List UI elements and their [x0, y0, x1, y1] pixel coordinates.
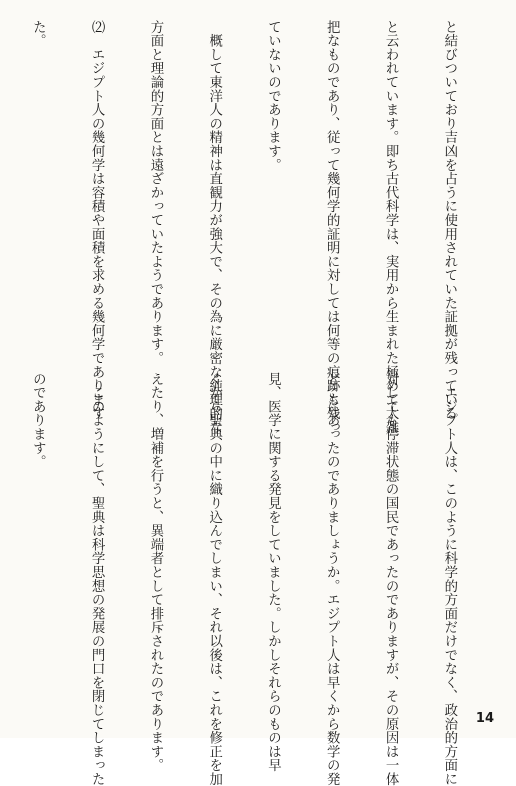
- text-line: このようにして、聖典は科学思想の発展の門口を閉じてしまった: [89, 372, 105, 786]
- text-line: ていないのであります。: [265, 20, 281, 172]
- text-line: 把なものであり、従って幾何学的証明に対しては何等の痕跡も残っ: [324, 20, 340, 434]
- text-line: 方面と理論的方面とは遠ざかっていたようであります。: [147, 20, 163, 365]
- text-line: のであります。: [30, 372, 46, 469]
- text-line: 概して東洋人の精神は直観力が強大で、その為に厳密な純理的な: [206, 20, 222, 434]
- top-text-block: [0, 20, 498, 434]
- page-number: 14: [475, 711, 494, 726]
- text-line: エジプト人は、このように科学的方面だけでなく、政治的方面に: [441, 372, 457, 786]
- text-line: た。: [30, 20, 46, 48]
- text-line: 見、医学に関する発見をしていました。しかしそれらのものは早: [265, 372, 281, 773]
- block-divider: [18, 354, 498, 355]
- text-line: 対しても停滞状態の国民であったのでありますが、その原因は一体: [383, 372, 399, 786]
- text-line: えたり、増補を行うと、異端者として排斥されたのであります。: [147, 372, 163, 773]
- section-heading: ⑵ エジプト人の幾何学は容積や面積を求める幾何学であります: [89, 20, 105, 421]
- text-line: どこにあったのでありましょうか。エジプト人は早くから数学の発: [324, 372, 340, 786]
- text-line: と云われています。即ち古代科学は、実用から生まれた極めて大雑: [383, 20, 399, 434]
- text-line: と結びついており吉凶を占うに使用されていた証拠が残っている: [441, 20, 457, 421]
- text-line: くから聖典の中に織り込んでしまい、それ以後は、これを修正を加: [206, 372, 222, 786]
